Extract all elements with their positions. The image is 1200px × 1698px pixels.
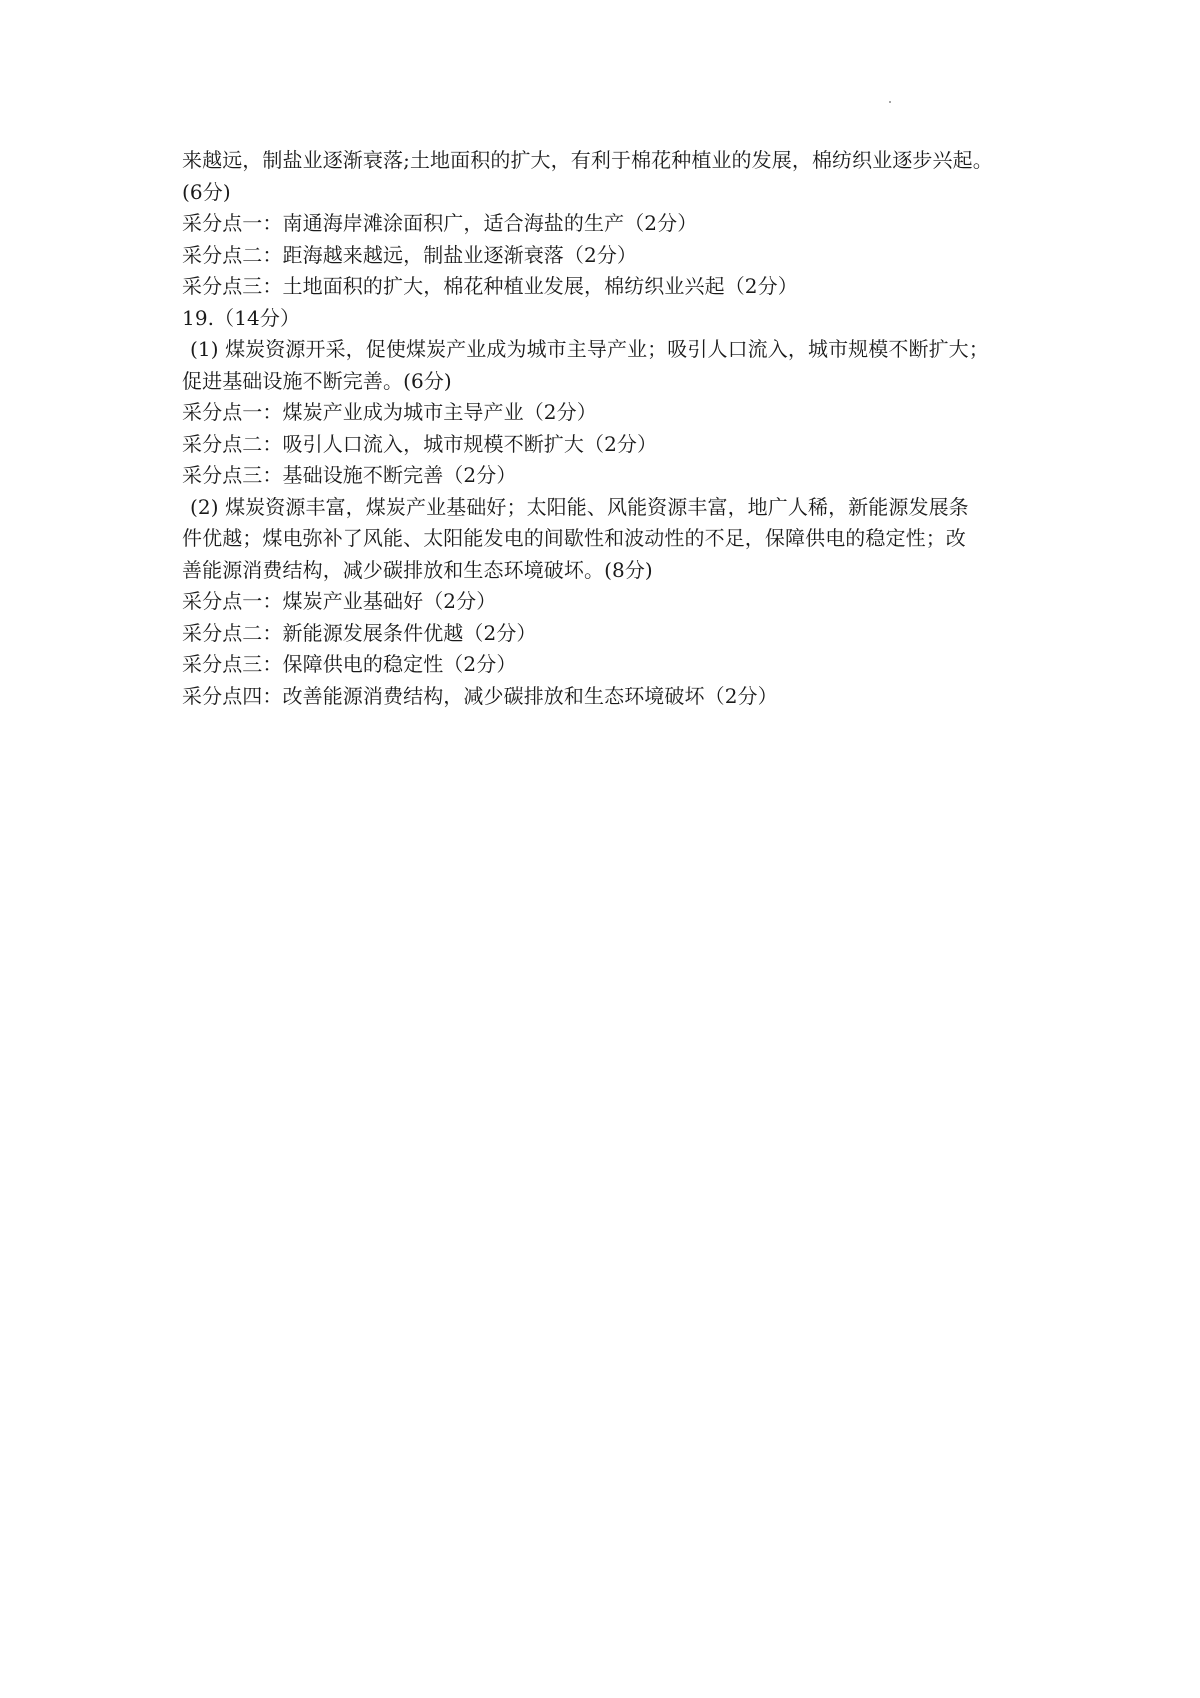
scoring-point-3: 采分点三：土地面积的扩大，棉花种植业发展，棉纺织业兴起（2分）	[182, 274, 798, 298]
answer-text-block	[182, 145, 1022, 712]
q19-part1-scoring-point-1: 采分点一：煤炭产业成为城市主导产业（2分）	[182, 400, 597, 424]
q19-part1-scoring-point-3: 采分点三：基础设施不断完善（2分）	[182, 463, 517, 487]
scan-speck	[889, 101, 891, 103]
q19-part2-scoring-point-4: 采分点四：改善能源消费结构，减少碳排放和生态环境破坏（2分）	[182, 683, 778, 708]
q19-part2-scoring-point-1: 采分点一：煤炭产业基础好（2分）	[182, 589, 497, 613]
q19-part1-answer-line2: 促进基础设施不断完善。(6分)	[182, 368, 452, 393]
q19-part1-scoring-point-2: 采分点二：吸引人口流入，城市规模不断扩大（2分）	[182, 431, 658, 456]
question-19-heading: 19.（14分）	[182, 305, 301, 330]
text-line-continuation: 来越远，制盐业逐渐衰落;土地面积的扩大，有利于棉花种植业的发展，棉纺织业逐步兴起。	[182, 148, 993, 172]
q19-part2-answer-line1: (2) 煤炭资源丰富，煤炭产业基础好；太阳能、风能资源丰富，地广人稀，新能源发展条	[190, 494, 969, 519]
q19-part2-scoring-point-3: 采分点三：保障供电的稳定性（2分）	[182, 652, 517, 676]
q19-part2-scoring-point-2: 采分点二：新能源发展条件优越（2分）	[182, 620, 537, 645]
text-line-score-total: (6分)	[182, 179, 231, 204]
scoring-point-1: 采分点一：南通海岸滩涂面积广，适合海盐的生产（2分）	[182, 211, 698, 235]
q19-part2-answer-line3: 善能源消费结构，减少碳排放和生态环境破坏。(8分)	[182, 557, 653, 582]
q19-part2-answer-line2: 件优越；煤电弥补了风能、太阳能发电的间歇性和波动性的不足，保障供电的稳定性；改	[182, 526, 966, 550]
q19-part1-answer-line1: (1) 煤炭资源开采，促使煤炭产业成为城市主导产业；吸引人口流入，城市规模不断扩大；	[190, 337, 989, 361]
scoring-point-2: 采分点二：距海越来越远，制盐业逐渐衰落（2分）	[182, 242, 638, 267]
